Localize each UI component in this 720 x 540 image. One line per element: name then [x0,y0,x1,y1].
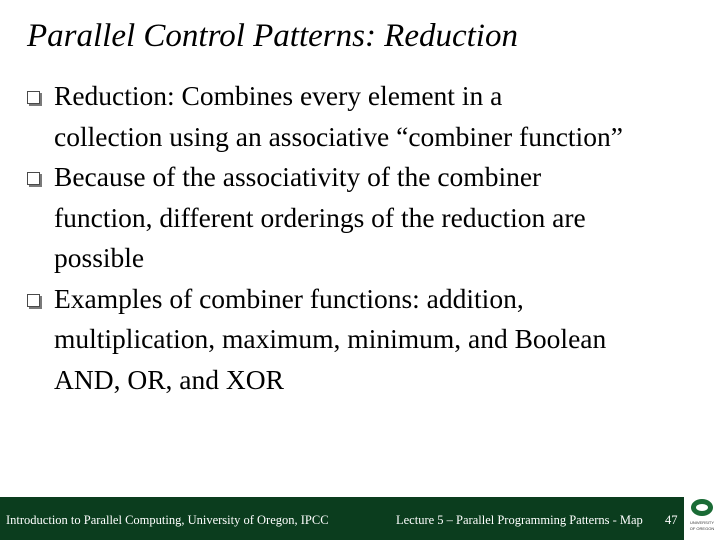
bullet-line: Examples of combiner functions: addition, [54,282,524,314]
university-logo [684,497,720,540]
bullet-line: : Combines every element in a [167,80,503,111]
checkbox-bullet-icon [27,294,40,307]
checkbox-bullet-icon [27,172,40,185]
bullet-item-reduction [24,76,718,157]
page-number: 47 [665,513,678,527]
bullet-line: multiplication, maximum, minimum, and Boolean [54,323,607,354]
logo-line-2: OF OREGON [689,526,715,531]
bullet-term: Reduction [54,80,168,111]
bullet-item-examples [24,279,718,401]
bullet-line: AND, OR, and XOR [54,363,284,395]
logo-line-1: UNIVERSITY [689,520,714,525]
bullet-line: collection using an associative “combiner function” [54,120,623,152]
bullet-line: Because of the associativity of the combiner [54,161,542,192]
bullet-list [24,76,718,400]
checkbox-bullet-icon [27,91,40,104]
bullet-line: possible [54,242,145,273]
footer-course: Introduction to Parallel Computing, University of Oregon, IPCC [6,513,329,527]
bullet-item-associativity [24,157,718,279]
slide-title: Parallel Control Patterns: Reduction [27,18,518,54]
footer-bar [0,497,684,540]
oregon-o-icon [691,499,713,516]
footer-lecture: Lecture 5 – Parallel Programming Patterns - Map [396,513,643,527]
bullet-line: function, different orderings of the reduction are [54,201,586,233]
